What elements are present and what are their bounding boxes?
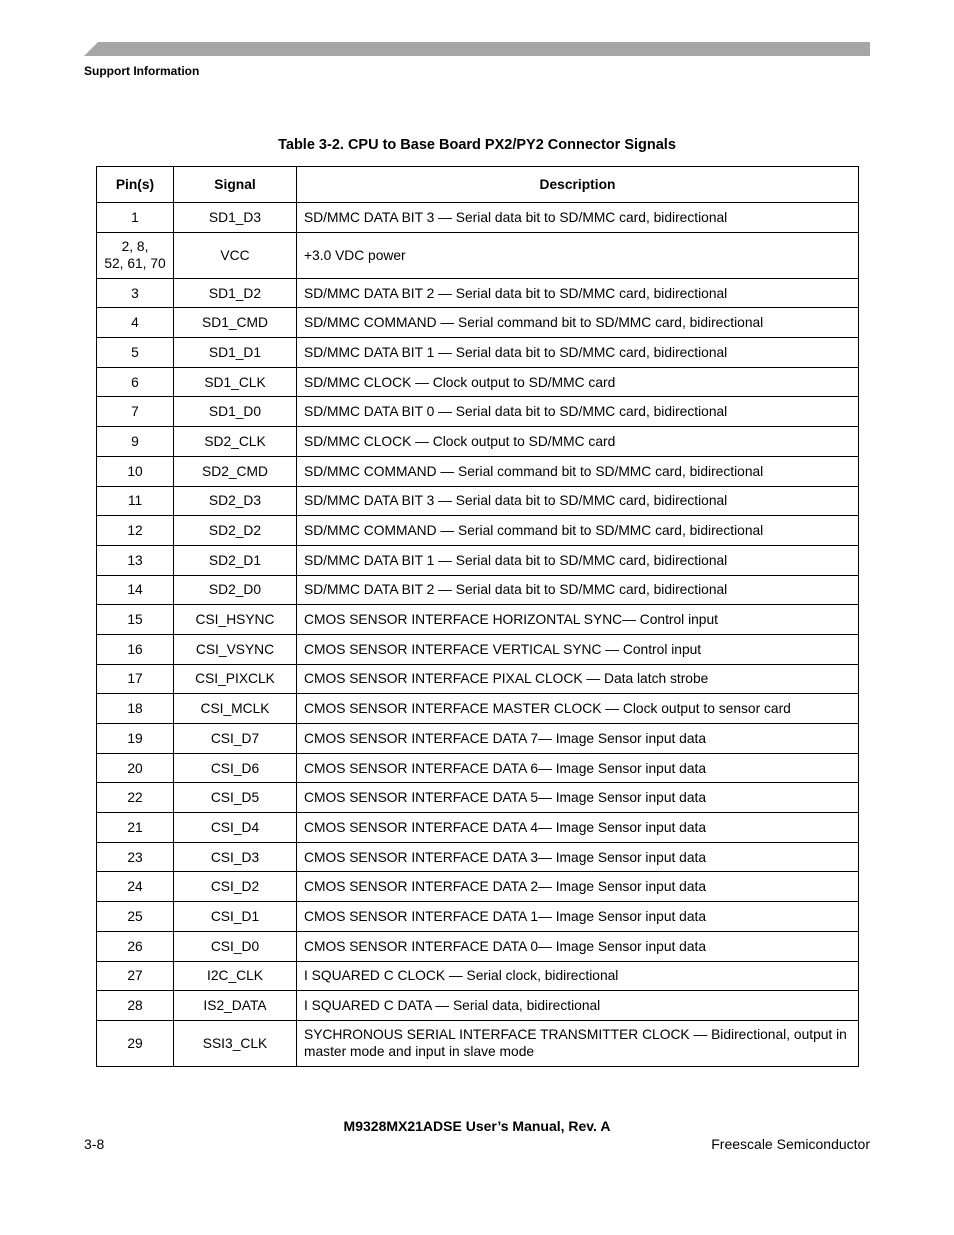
description-cell: CMOS SENSOR INTERFACE PIXAL CLOCK — Data latch strobe: [297, 664, 859, 694]
table-row: [97, 931, 859, 961]
signal-cell: CSI_D5: [174, 783, 297, 813]
pins-cell: 20: [97, 753, 174, 783]
table-row: [97, 724, 859, 754]
pins-cell: 1: [97, 203, 174, 233]
table-row: [97, 961, 859, 991]
pins-cell: 28: [97, 991, 174, 1021]
signal-cell: SD2_CLK: [174, 427, 297, 457]
table-row: [97, 902, 859, 932]
pins-cell: 16: [97, 634, 174, 664]
table-row: [97, 397, 859, 427]
description-cell: CMOS SENSOR INTERFACE DATA 1— Image Sensor input data: [297, 902, 859, 932]
signal-cell: SD2_D2: [174, 516, 297, 546]
pins-cell: 24: [97, 872, 174, 902]
description-cell: SD/MMC DATA BIT 1 — Serial data bit to SD/MMC card, bidirectional: [297, 545, 859, 575]
description-cell: SD/MMC DATA BIT 3 — Serial data bit to SD/MMC card, bidirectional: [297, 486, 859, 516]
pins-cell: 9: [97, 427, 174, 457]
description-cell: I SQUARED C CLOCK — Serial clock, bidirectional: [297, 961, 859, 991]
description-cell: SD/MMC COMMAND — Serial command bit to SD/MMC card, bidirectional: [297, 308, 859, 338]
table-row: [97, 203, 859, 233]
pins-cell: 23: [97, 842, 174, 872]
column-header-description: Description: [297, 167, 859, 203]
table-row: [97, 308, 859, 338]
signal-cell: CSI_D2: [174, 872, 297, 902]
description-cell: SD/MMC DATA BIT 2 — Serial data bit to SD/MMC card, bidirectional: [297, 278, 859, 308]
signal-cell: VCC: [174, 232, 297, 278]
table-row: [97, 427, 859, 457]
table-row: [97, 232, 859, 278]
signal-cell: I2C_CLK: [174, 961, 297, 991]
pins-cell: 13: [97, 545, 174, 575]
table-row: [97, 278, 859, 308]
signal-cell: SSI3_CLK: [174, 1020, 297, 1066]
table-row: [97, 991, 859, 1021]
description-cell: SD/MMC DATA BIT 0 — Serial data bit to SD/MMC card, bidirectional: [297, 397, 859, 427]
signal-cell: IS2_DATA: [174, 991, 297, 1021]
signal-cell: CSI_MCLK: [174, 694, 297, 724]
pins-cell: 15: [97, 605, 174, 635]
description-cell: CMOS SENSOR INTERFACE DATA 5— Image Sensor input data: [297, 783, 859, 813]
description-cell: SD/MMC DATA BIT 2 — Serial data bit to SD/MMC card, bidirectional: [297, 575, 859, 605]
description-cell: SYCHRONOUS SERIAL INTERFACE TRANSMITTER CLOCK — Bidirectional, output in master mode and input in slave mode: [297, 1020, 859, 1066]
header-bar: [84, 42, 870, 56]
column-header-signal: Signal: [174, 167, 297, 203]
table-row: [97, 338, 859, 368]
signal-cell: SD1_CMD: [174, 308, 297, 338]
pins-cell: 14: [97, 575, 174, 605]
table-row: [97, 605, 859, 635]
footer-company: Freescale Semiconductor: [711, 1136, 870, 1152]
signal-cell: CSI_PIXCLK: [174, 664, 297, 694]
pins-cell: 2, 8, 52, 61, 70: [97, 232, 174, 278]
signal-cell: SD2_D3: [174, 486, 297, 516]
table-row: [97, 664, 859, 694]
description-cell: CMOS SENSOR INTERFACE HORIZONTAL SYNC— Control input: [297, 605, 859, 635]
table-row: [97, 842, 859, 872]
table-row: [97, 545, 859, 575]
section-label: Support Information: [84, 64, 200, 78]
footer-manual-title: M9328MX21ADSE User’s Manual, Rev. A: [343, 1118, 611, 1134]
pins-cell: 25: [97, 902, 174, 932]
column-header-pins: Pin(s): [97, 167, 174, 203]
pins-cell: 29: [97, 1020, 174, 1066]
pins-cell: 17: [97, 664, 174, 694]
pins-cell: 27: [97, 961, 174, 991]
signal-cell: SD2_D1: [174, 545, 297, 575]
signal-cell: CSI_D0: [174, 931, 297, 961]
table-row: [97, 367, 859, 397]
signal-cell: SD1_D1: [174, 338, 297, 368]
signal-cell: SD1_CLK: [174, 367, 297, 397]
pins-cell: 11: [97, 486, 174, 516]
signal-cell: SD1_D2: [174, 278, 297, 308]
signal-cell: CSI_D1: [174, 902, 297, 932]
signal-cell: CSI_HSYNC: [174, 605, 297, 635]
table-row: [97, 456, 859, 486]
pins-cell: 7: [97, 397, 174, 427]
pins-cell: 10: [97, 456, 174, 486]
table-title: Table 3-2. CPU to Base Board PX2/PY2 Connector Signals: [278, 137, 676, 153]
signal-cell: CSI_D7: [174, 724, 297, 754]
description-cell: SD/MMC DATA BIT 3 — Serial data bit to SD/MMC card, bidirectional: [297, 203, 859, 233]
pins-cell: 26: [97, 931, 174, 961]
table-row: [97, 753, 859, 783]
table-row: [97, 694, 859, 724]
table-header-row: [97, 167, 859, 203]
footer-page-number: 3-8: [84, 1136, 105, 1152]
description-cell: +3.0 VDC power: [297, 232, 859, 278]
signal-cell: CSI_D4: [174, 813, 297, 843]
signal-cell: SD1_D3: [174, 203, 297, 233]
description-cell: SD/MMC CLOCK — Clock output to SD/MMC card: [297, 367, 859, 397]
description-cell: CMOS SENSOR INTERFACE DATA 2— Image Sensor input data: [297, 872, 859, 902]
description-cell: CMOS SENSOR INTERFACE DATA 7— Image Sensor input data: [297, 724, 859, 754]
table-row: [97, 575, 859, 605]
pins-cell: 22: [97, 783, 174, 813]
description-cell: CMOS SENSOR INTERFACE VERTICAL SYNC — Control input: [297, 634, 859, 664]
description-cell: SD/MMC COMMAND — Serial command bit to SD/MMC card, bidirectional: [297, 456, 859, 486]
signal-cell: SD2_D0: [174, 575, 297, 605]
table-row: [97, 783, 859, 813]
description-cell: CMOS SENSOR INTERFACE DATA 0— Image Sensor input data: [297, 931, 859, 961]
pins-cell: 3: [97, 278, 174, 308]
description-cell: SD/MMC CLOCK — Clock output to SD/MMC card: [297, 427, 859, 457]
description-cell: I SQUARED C DATA — Serial data, bidirectional: [297, 991, 859, 1021]
signal-cell: SD2_CMD: [174, 456, 297, 486]
signal-cell: CSI_D3: [174, 842, 297, 872]
pins-cell: 12: [97, 516, 174, 546]
table-row: [97, 1020, 859, 1066]
description-cell: CMOS SENSOR INTERFACE DATA 4— Image Sensor input data: [297, 813, 859, 843]
description-cell: SD/MMC DATA BIT 1 — Serial data bit to SD/MMC card, bidirectional: [297, 338, 859, 368]
pins-cell: 4: [97, 308, 174, 338]
pins-cell: 6: [97, 367, 174, 397]
pins-cell: 5: [97, 338, 174, 368]
table-row: [97, 516, 859, 546]
description-cell: CMOS SENSOR INTERFACE MASTER CLOCK — Clock output to sensor card: [297, 694, 859, 724]
description-cell: SD/MMC COMMAND — Serial command bit to SD/MMC card, bidirectional: [297, 516, 859, 546]
signal-cell: CSI_D6: [174, 753, 297, 783]
pins-cell: 18: [97, 694, 174, 724]
pins-cell: 19: [97, 724, 174, 754]
table-row: [97, 813, 859, 843]
signal-cell: SD1_D0: [174, 397, 297, 427]
table-row: [97, 486, 859, 516]
table-row: [97, 872, 859, 902]
signal-cell: CSI_VSYNC: [174, 634, 297, 664]
connector-signals-table: [96, 166, 859, 1067]
pins-cell: 21: [97, 813, 174, 843]
table-row: [97, 634, 859, 664]
description-cell: CMOS SENSOR INTERFACE DATA 3— Image Sensor input data: [297, 842, 859, 872]
description-cell: CMOS SENSOR INTERFACE DATA 6— Image Sensor input data: [297, 753, 859, 783]
